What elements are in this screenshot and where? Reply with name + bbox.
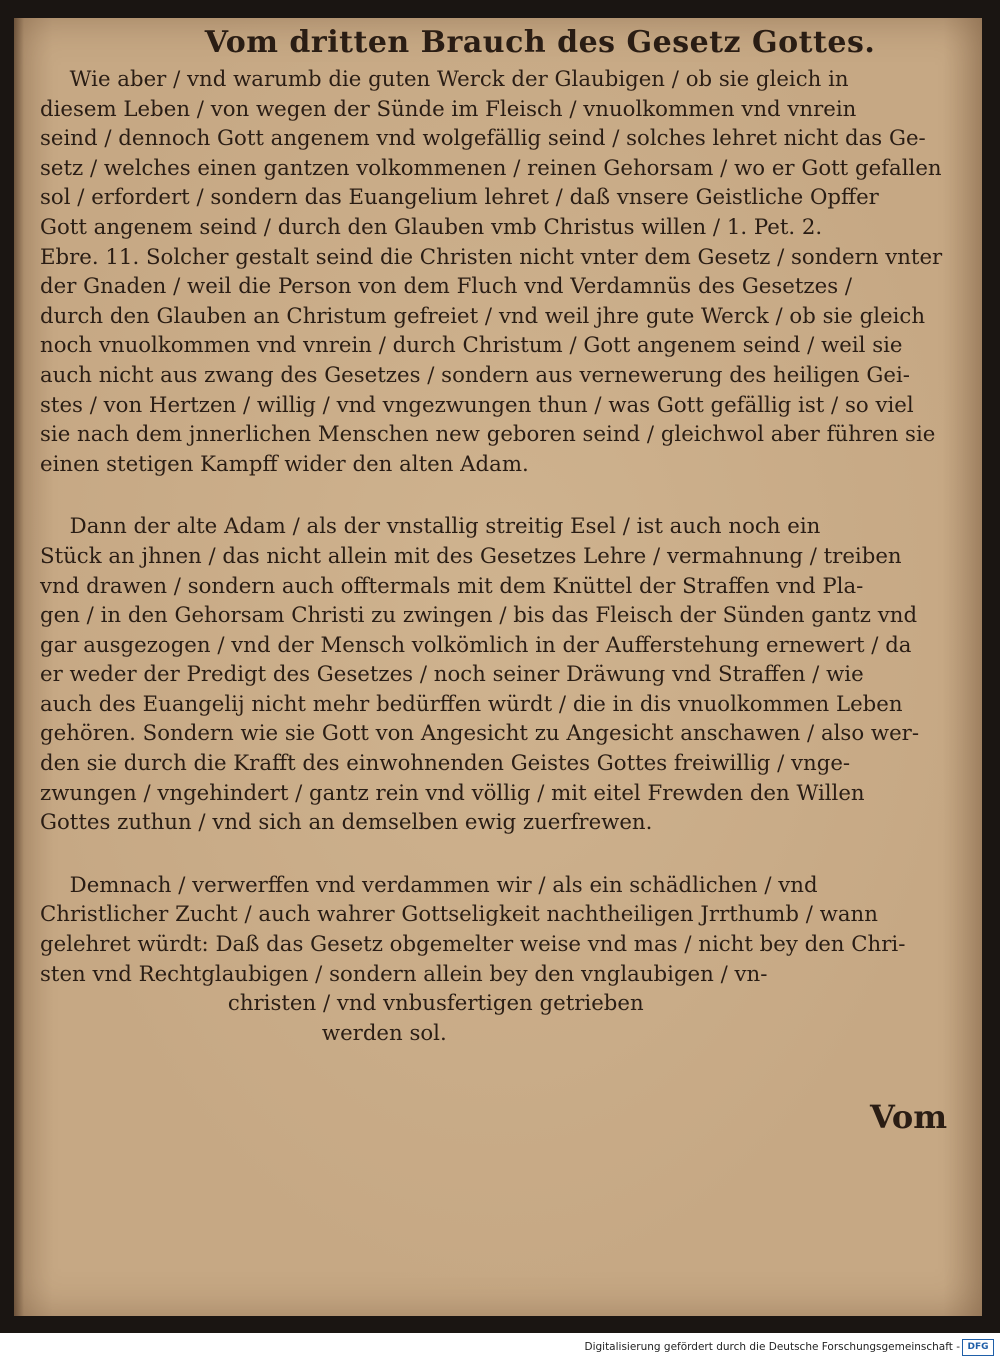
text-line: den sie durch die Krafft des einwohnenden Geistes Gottes freiwillig / vnge- [40, 751, 851, 777]
text-line: auch nicht aus zwang des Gesetzes / sondern aus vernewerung des heiligen Gei- [40, 362, 910, 388]
text-line: seind / dennoch Gott angenem vnd wolgefällig seind / solches lehret nicht das Ge- [40, 126, 926, 152]
text-line: diesem Leben / von wegen der Sünde im Fleisch / vnuolkommen vnd vnrein [40, 96, 857, 122]
text-line: Gott angenem seind / durch den Glauben vmb Christus willen / 1. Pet. 2. [40, 214, 823, 240]
text-line: Gottes zuthun / vnd sich an demselben ewig zuerfrewen. [40, 810, 653, 836]
text-line: sie nach dem jnnerlichen Menschen new geboren seind / gleichwol aber führen sie [40, 422, 936, 448]
text-line: auch des Euangelij nicht mehr bedürffen würdt / die in dis vnuolkommen Leben [40, 691, 903, 717]
text-line: christen / vnd vnbusfertigen getrieben [227, 991, 644, 1017]
paragraph-2 [40, 512, 970, 838]
text-line: Demnach / verwerffen vnd verdammen wir / als ein schädlichen / vnd [69, 872, 818, 898]
page-text [40, 25, 970, 1048]
text-line: Ebre. 11. Solcher gestalt seind die Christen nicht vnter dem Gesetz / sondern vnter [40, 244, 943, 270]
paragraph-1 [40, 65, 970, 479]
text-line: setz / welches einen gantzen volkommenen / reinen Gehorsam / wo er Gott gefallen [40, 155, 942, 181]
funding-credit: Digitalisierung gefördert durch die Deutsche Forschungsgemeinschaft - [584, 1341, 960, 1353]
text-line: noch vnuolkommen vnd vnrein / durch Christum / Gott angenem seind / weil sie [40, 333, 903, 359]
text-line: stes / von Hertzen / willig / vnd vngezwungen thun / was Gott gefällig ist / so viel [40, 392, 914, 418]
text-line: er weder der Predigt des Gesetzes / noch seiner Dräwung vnd Straffen / wie [40, 662, 864, 688]
running-head: Vom dritten Brauch des Gesetz Gottes. [204, 25, 876, 60]
paragraph-3 [40, 871, 970, 1049]
text-line: werden sol. [321, 1020, 447, 1046]
text-line: Dann der alte Adam / als der vnstallig streitig Esel / ist auch noch ein [69, 514, 821, 540]
text-line: einen stetigen Kampff wider den alten Adam. [40, 451, 529, 477]
text-line: Wie aber / vnd warumb die guten Werck der Glaubigen / ob sie gleich in [69, 67, 849, 92]
text-line: zwungen / vngehindert / gantz rein vnd völlig / mit eitel Frewden den Willen [40, 780, 865, 806]
text-line: vnd drawen / sondern auch offtermals mit dem Knüttel der Straffen vnd Pla- [40, 573, 864, 599]
text-line: der Gnaden / weil die Person von dem Fluch vnd Verdamnüs des Gesetzes / [40, 274, 853, 300]
text-line: gar ausgezogen / vnd der Mensch volkömlich in der Aufferstehung ernewert / da [40, 632, 912, 658]
text-line: gen / in den Gehorsam Christi zu zwingen / bis das Fleisch der Sünden gantz vnd [40, 603, 918, 629]
page-gutter-shadow [14, 18, 24, 1316]
text-line: Christlicher Zucht / auch wahrer Gottseligkeit nachtheiligen Jrrthumb / wann [40, 902, 878, 928]
footer-bar [0, 1333, 1000, 1361]
text-line: sten vnd Rechtglaubigen / sondern allein bey den vnglaubigen / vn- [40, 961, 768, 987]
text-line: durch den Glauben an Christum gefreiet / vnd weil jhre gute Werck / ob sie gleich [40, 303, 926, 329]
text-line: Stück an jhnen / das nicht allein mit des Gesetzes Lehre / vermahnung / treiben [40, 543, 902, 569]
dfg-logo: DFG [962, 1339, 994, 1356]
text-line: sol / erfordert / sondern das Euangelium lehret / daß vnsere Geistliche Opffer [40, 185, 879, 211]
catchword: Vom [870, 1098, 948, 1136]
text-line: gelehret würdt: Daß das Gesetz obgemelter weise vnd mas / nicht bey den Chri- [40, 932, 906, 958]
text-line: gehören. Sondern wie sie Gott von Angesicht zu Angesicht anschawen / also wer- [40, 721, 920, 747]
